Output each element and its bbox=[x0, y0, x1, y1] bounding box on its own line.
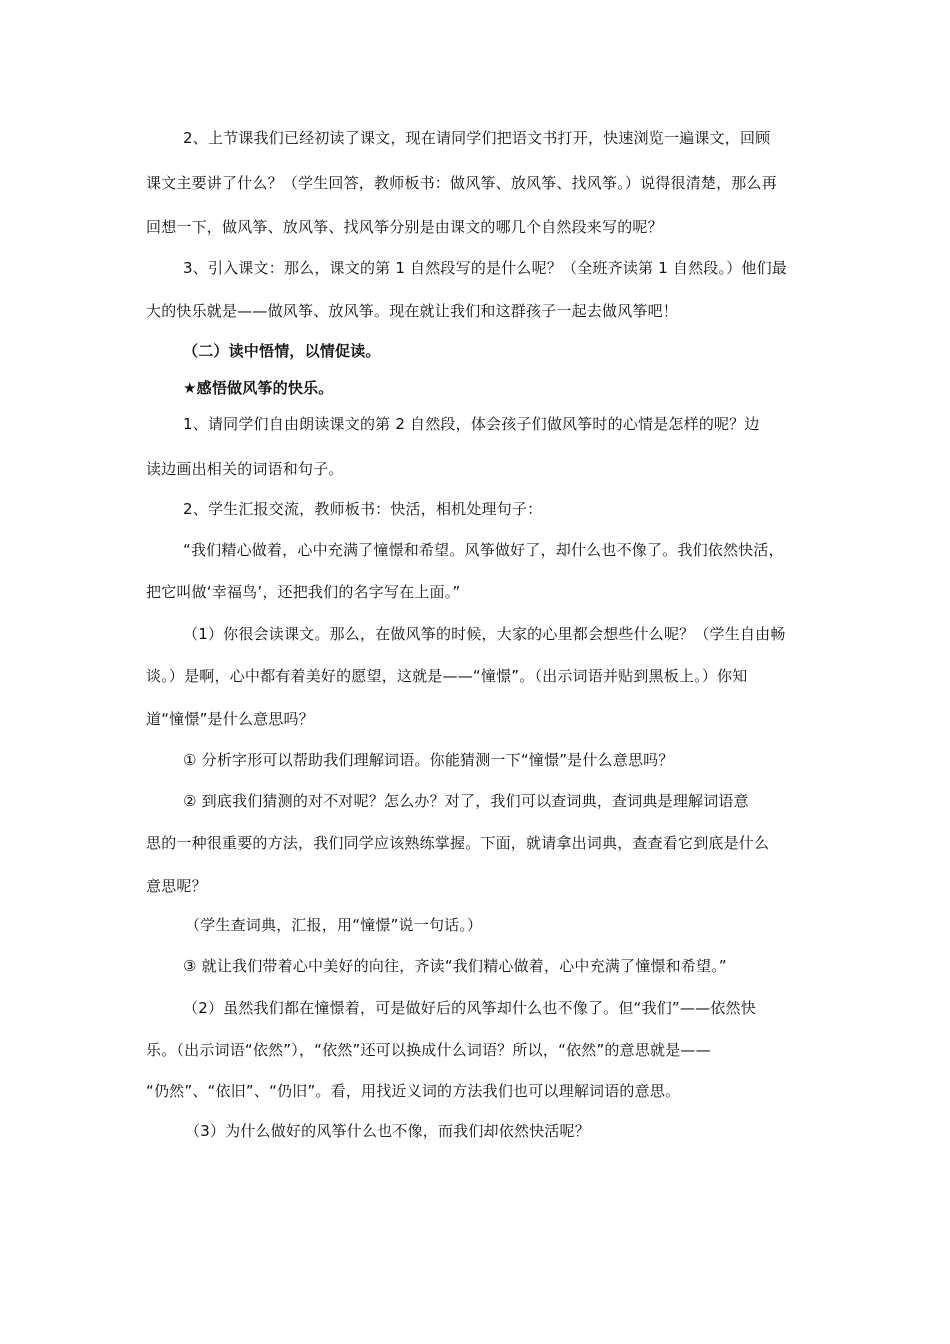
paragraph-line: 2、学生汇报交流，教师板书：快活，相机处理句子： bbox=[183, 500, 543, 518]
paragraph-line: 意思呢？ bbox=[146, 877, 207, 895]
paragraph-line: （学生查词典，汇报，用“憧憬”说一句话。） bbox=[185, 916, 483, 934]
numbered-item-line: ① 分析字形可以帮助我们理解词语。你能猜测一下“憧憬”是什么意思吗？ bbox=[183, 751, 674, 769]
paragraph-line: 道“憧憬”是什么意思吗？ bbox=[146, 710, 314, 728]
numbered-item-line: ② 到底我们猜测的对不对呢？怎么办？对了，我们可以查词典，查词典是理解词语意 bbox=[183, 792, 749, 810]
quoted-sentence-line: “我们精心做着，心中充满了憧憬和希望。风筝做好了，却什么也不像了。我们依然快活， bbox=[183, 541, 784, 559]
quoted-sentence-line: 把它叫做‘幸福鸟’，还把我们的名字写在上面。” bbox=[146, 583, 461, 601]
paragraph-line: 读边画出相关的词语和句子。 bbox=[146, 460, 344, 478]
paragraph-line: 谈。）是啊，心中都有着美好的愿望，这就是——“憧憬”。（出示词语并贴到黑板上。）你知 bbox=[146, 667, 748, 685]
paragraph-line: （3）为什么做好的风筝什么也不像，而我们却依然快活呢？ bbox=[185, 1122, 590, 1140]
paragraph-line: 乐。（出示词语“依然”），“依然”还可以换成什么词语？所以，“依然”的意思就是—— bbox=[146, 1041, 711, 1059]
paragraph-line: 1、请同学们自由朗读课文的第 2 自然段，体会孩子们做风筝时的心情是怎样的呢？边 bbox=[183, 415, 760, 433]
paragraph-line: 大的快乐就是——做风筝、放风筝。现在就让我们和这群孩子一起去做风筝吧！ bbox=[146, 302, 679, 320]
section-heading: （二）读中悟情，以情促读。 bbox=[183, 342, 381, 360]
subsection-heading: ★感悟做风筝的快乐。 bbox=[183, 379, 334, 397]
paragraph-line: “仍然”、“依旧”、“仍旧”。看，用找近义词的方法我们也可以理解词语的意思。 bbox=[146, 1082, 681, 1100]
paragraph-line: 回想一下，做风筝、放风筝、找风筝分别是由课文的哪几个自然段来写的呢？ bbox=[146, 218, 663, 236]
paragraph-line: 课文主要讲了什么？（学生回答，教师板书：做风筝、放风筝、找风筝。）说得很清楚，那么再 bbox=[146, 174, 777, 192]
paragraph-line: （2）虽然我们都在憧憬着，可是做好后的风筝却什么也不像了。但“我们”——依然快 bbox=[183, 999, 756, 1017]
paragraph-line: 3、引入课文：那么，课文的第 1 自然段写的是什么呢？（全班齐读第 1 自然段。）他们最 bbox=[183, 259, 788, 277]
paragraph-line: 2、上节课我们已经初读了课文，现在请同学们把语文书打开，快速浏览一遍课文，回顾 bbox=[183, 129, 771, 147]
paragraph-line: （1）你很会读课文。那么，在做风筝的时候，大家的心里都会想些什么呢？（学生自由畅 bbox=[183, 625, 786, 643]
numbered-item-line: ③ 就让我们带着心中美好的向往，齐读“我们精心做着，心中充满了憧憬和希望。” bbox=[183, 957, 727, 975]
paragraph-line: 思的一种很重要的方法，我们同学应该熟练掌握。下面，就请拿出词典，查查看它到底是什么 bbox=[146, 834, 770, 852]
